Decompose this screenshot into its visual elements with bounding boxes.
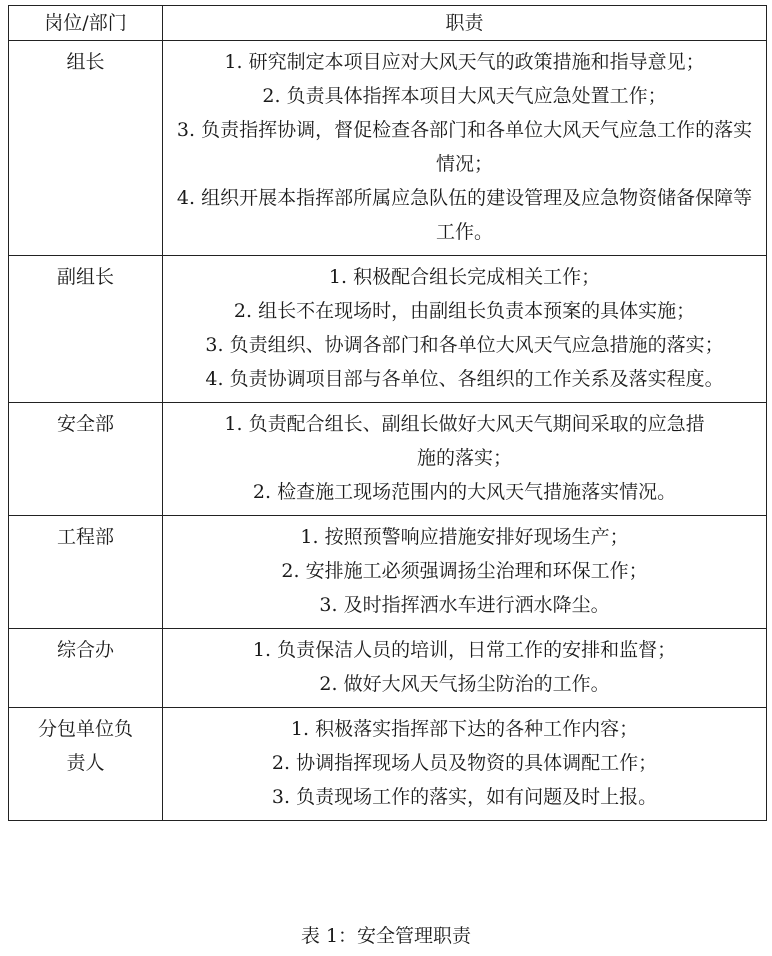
role-label: 组长 — [66, 51, 105, 73]
header-role: 岗位/部门 — [9, 6, 163, 41]
duty-item: 施的落实； — [416, 447, 512, 469]
duty-item: 1. 负责配合组长、副组长做好大风天气期间采取的应急措 — [224, 413, 705, 435]
duty-item: 3. 负责组织、协调各部门和各单位大风天气应急措施的落实； — [205, 334, 724, 356]
header-duties: 职责 — [163, 6, 767, 41]
duties-cell — [163, 629, 767, 708]
role-label: 副组长 — [56, 266, 114, 288]
duty-item: 3. 及时指挥洒水车进行洒水降尘。 — [319, 594, 610, 616]
role-cell — [9, 629, 163, 708]
table-header-row — [9, 6, 767, 41]
role-cell — [9, 403, 163, 516]
duty-item: 1. 研究制定本项目应对大风天气的政策措施和指导意见； — [224, 51, 705, 73]
role-cell — [9, 256, 163, 403]
role-label: 工程部 — [56, 526, 114, 548]
duty-item: 2. 负责具体指挥本项目大风天气应急处置工作； — [262, 85, 667, 107]
duties-cell — [163, 516, 767, 629]
duty-item: 1. 负责保洁人员的培训，日常工作的安排和监督； — [252, 639, 677, 661]
duties-cell — [163, 708, 767, 821]
duty-item: 3. 负责现场工作的落实，如有问题及时上报。 — [271, 786, 658, 808]
duty-item: 2. 组长不在现场时，由副组长负责本预案的具体实施； — [233, 300, 696, 322]
duty-item: 2. 安排施工必须强调扬尘治理和环保工作； — [281, 560, 648, 582]
duties-cell — [163, 403, 767, 516]
table-caption: 表 1：安全管理职责 — [300, 925, 472, 947]
duty-item: 2. 做好大风天气扬尘防治的工作。 — [319, 673, 610, 695]
duty-item: 3. 负责指挥协调，督促检查各部门和各单位大风天气应急工作的落实情况； — [176, 119, 753, 175]
role-label: 分包单位负责人 — [37, 718, 133, 774]
role-label: 安全部 — [56, 413, 114, 435]
duties-cell — [163, 41, 767, 256]
duty-item: 2. 协调指挥现场人员及物资的具体调配工作； — [271, 752, 658, 774]
responsibility-table — [8, 5, 767, 821]
table-row — [9, 708, 767, 821]
table-row — [9, 41, 767, 256]
role-cell — [9, 516, 163, 629]
table-row — [9, 403, 767, 516]
role-label: 综合办 — [56, 639, 114, 661]
duty-item: 1. 积极落实指挥部下达的各种工作内容； — [290, 718, 639, 740]
table-row — [9, 629, 767, 708]
table-row — [9, 256, 767, 403]
table-row — [9, 516, 767, 629]
duty-item: 4. 负责协调项目部与各单位、各组织的工作关系及落实程度。 — [205, 368, 724, 390]
duties-cell — [163, 256, 767, 403]
role-cell — [9, 41, 163, 256]
role-cell — [9, 708, 163, 821]
duty-item: 2. 检查施工现场范围内的大风天气措施落实情况。 — [252, 481, 677, 503]
duty-item: 4. 组织开展本指挥部所属应急队伍的建设管理及应急物资储备保障等工作。 — [176, 187, 753, 243]
duty-item: 1. 按照预警响应措施安排好现场生产； — [300, 526, 629, 548]
duty-item: 1. 积极配合组长完成相关工作； — [328, 266, 601, 288]
